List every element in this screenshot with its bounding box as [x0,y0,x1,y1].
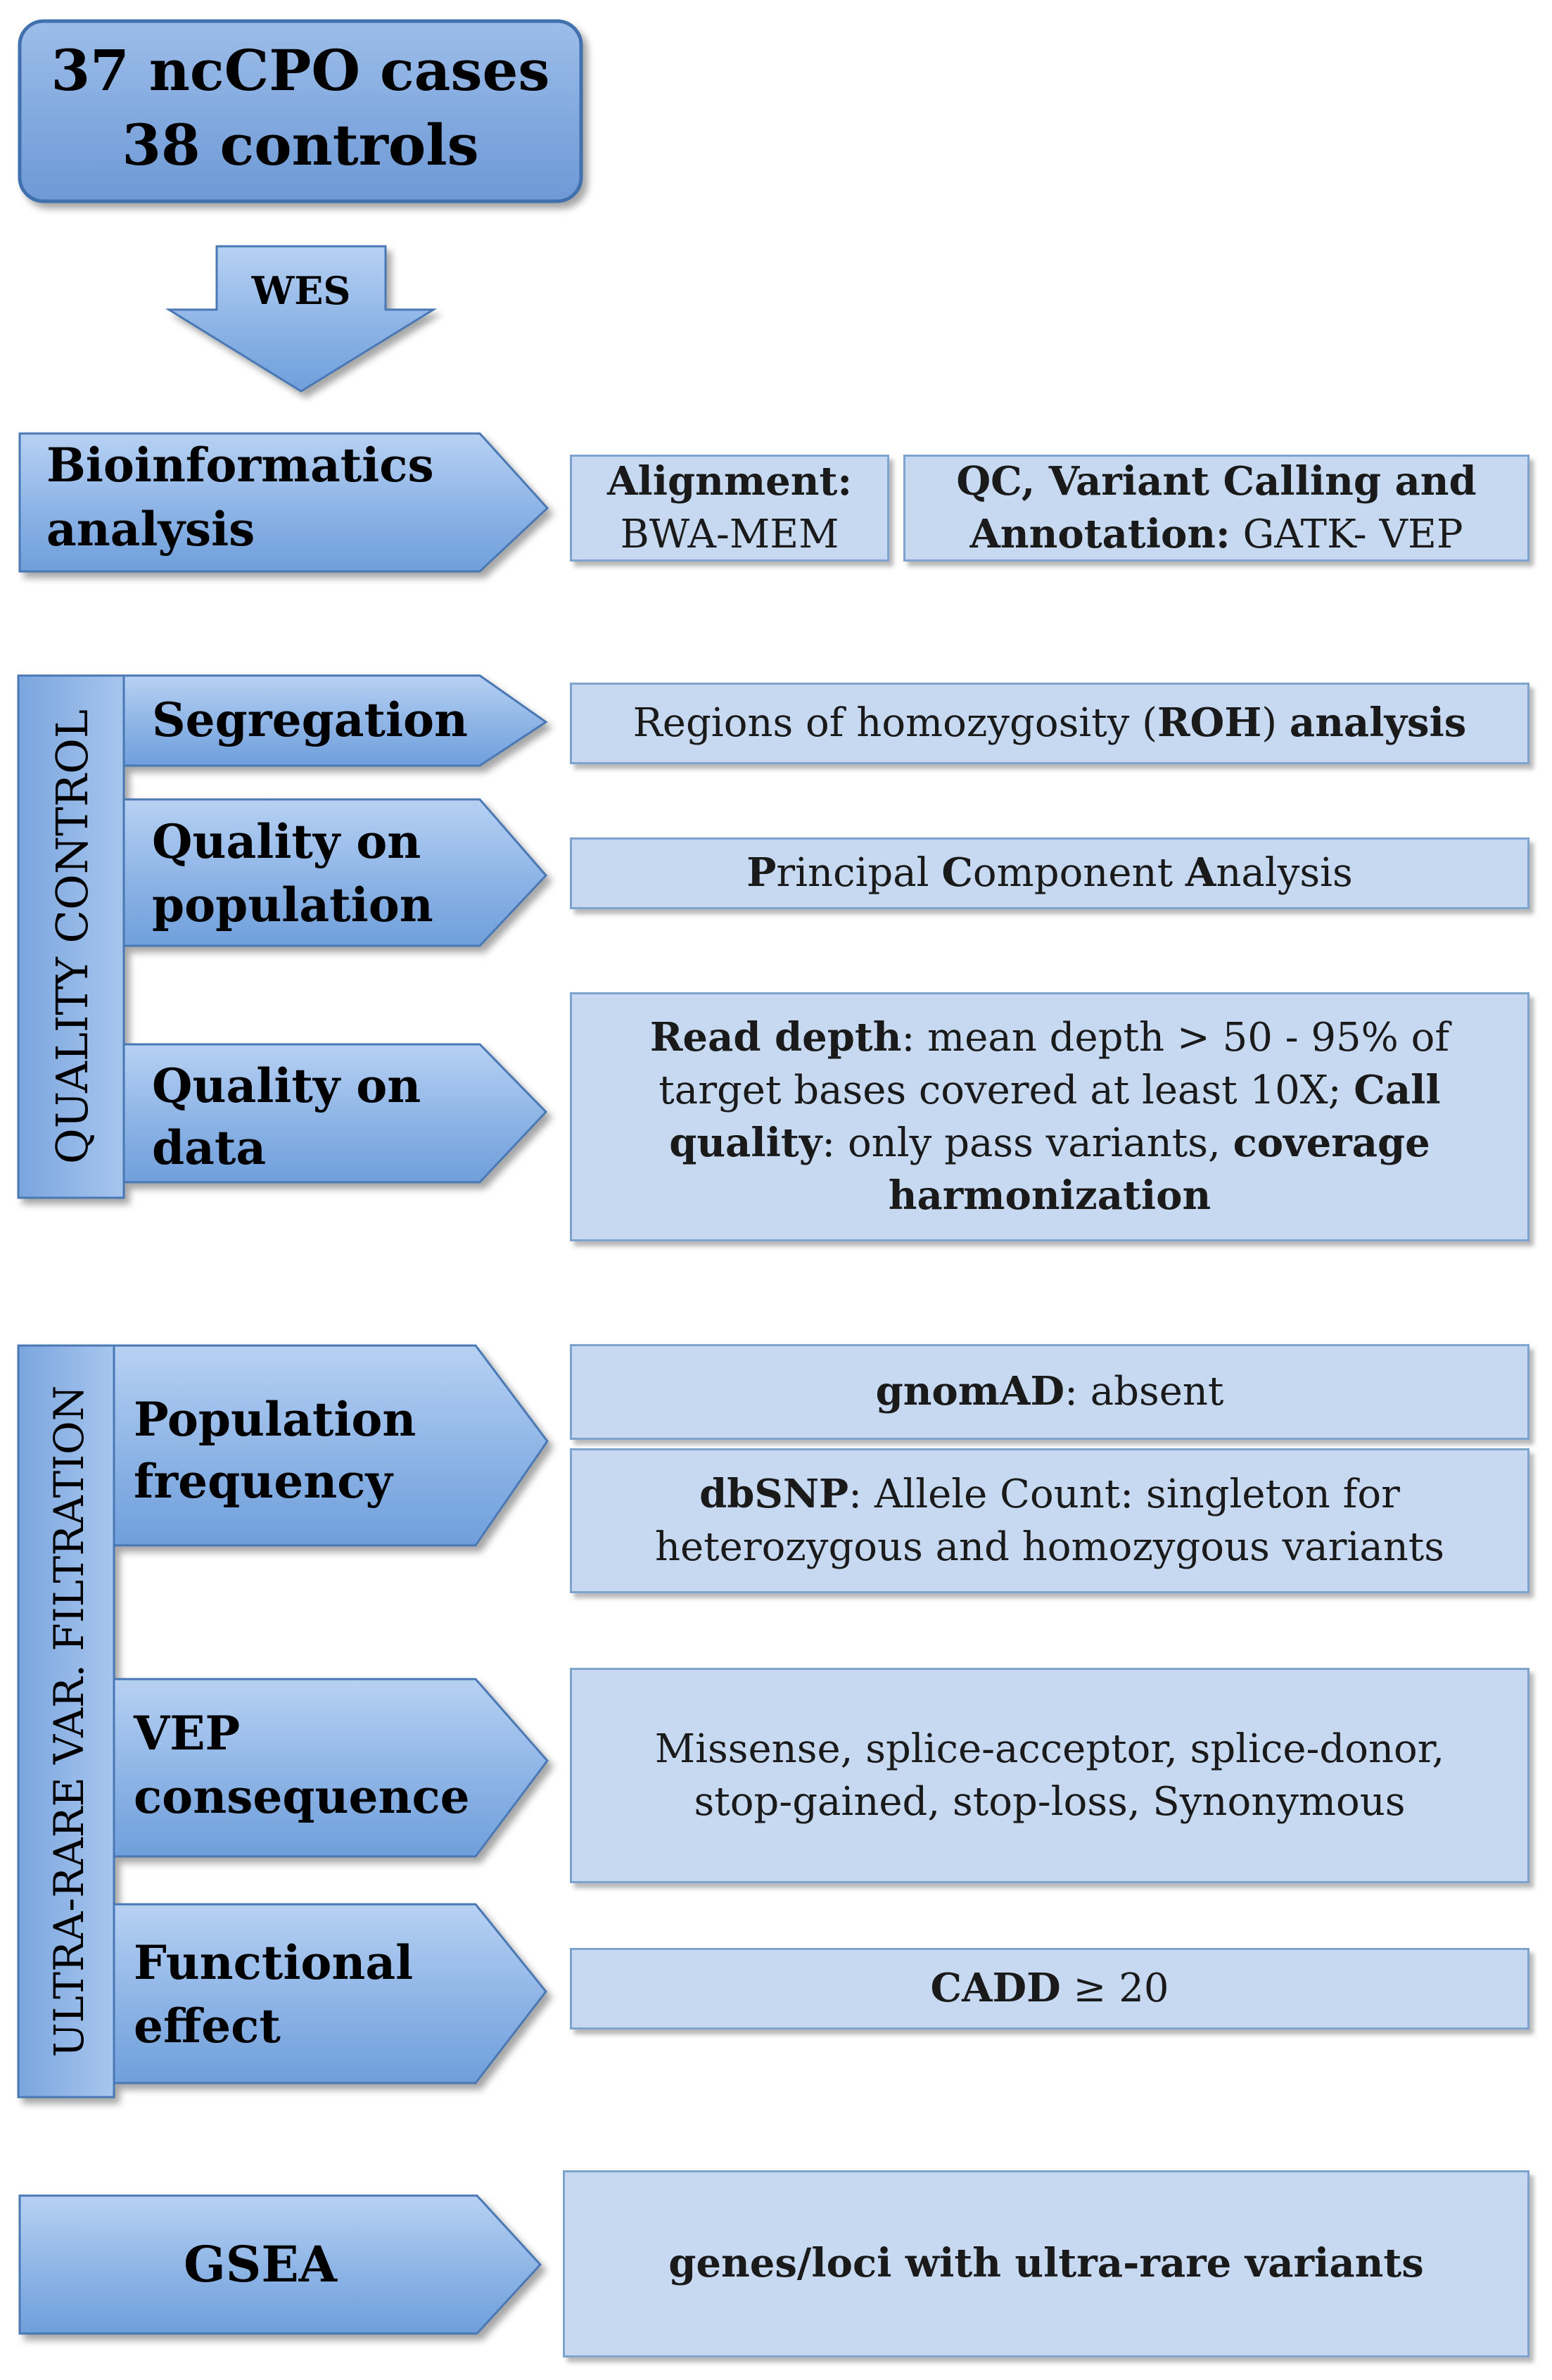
gnomad-text: : absent [1064,1369,1224,1415]
roh-text-2: ) [1261,700,1290,747]
roh-analysis-box [570,683,1529,764]
vep-label-1: VEP [134,1706,241,1761]
pca-t2: omponent [972,850,1185,897]
pca-a: A [1185,849,1216,897]
data-quality-box [570,992,1529,1241]
cadd-box [570,1948,1529,2030]
gsea-result-text: genes/loci with ultra-rare variants [668,2240,1424,2287]
roh-analysis-word: analysis [1289,700,1467,747]
filtration-label: ULTRA-RARE VAR. FILTRATION [45,1385,93,2058]
wes-label: WES [251,268,351,313]
read-depth-text: : mean depth > 50 - 95% of target bases covered at least 10X; [659,1014,1450,1113]
pca-c: C [941,849,973,897]
pca-p: P [746,849,777,897]
start-line-cases: 37 ncCPO cases [51,37,550,103]
annotation-title: Annotation: [969,511,1230,557]
gnomad-box [570,1344,1529,1440]
vep-consequence-text: Missense, splice-acceptor, splice-donor, stop-gained, stop-loss, Synonymous [654,1726,1445,1825]
population-frequency-label-2: frequency [134,1454,393,1509]
population-label-2: population [152,878,433,932]
alignment-title: Alignment: [606,457,852,505]
pca-box [570,837,1529,909]
roh-text-1: Regions of homozygosity ( [632,700,1158,747]
data-quality-label-2: data [152,1120,267,1175]
alignment-box [570,455,889,562]
dbsnp-box [570,1448,1529,1593]
pca-t3: nalysis [1216,850,1353,897]
functional-label-1: Functional [134,1935,414,1990]
data-quality-label-1: Quality on [152,1058,421,1113]
pca-t1: rincipal [776,850,942,897]
population-label-1: Quality on [152,814,421,869]
read-depth-label: Read depth [649,1013,902,1061]
gsea-result-box [563,2170,1529,2357]
vep-consequence-box [570,1668,1529,1883]
roh-abbrev: ROH [1157,700,1262,747]
cadd-label: CADD [930,1965,1061,2012]
call-quality-label: Call quality [669,1066,1441,1166]
dbsnp-label: dbSNP [699,1470,849,1517]
functional-label-2: effect [134,1999,281,2053]
gnomad-label: gnomAD [875,1368,1065,1415]
vep-label-2: consequence [134,1769,470,1824]
segregation-label: Segregation [152,692,469,747]
population-frequency-label-1: Population [134,1392,416,1447]
start-line-controls: 38 controls [122,112,479,178]
gsea-label: GSEA [184,2235,337,2293]
variant-calling-tool: GATK- VEP [1242,512,1463,557]
alignment-tool: BWA-MEM [620,512,839,557]
call-quality-text: : only pass variants, [822,1120,1233,1166]
coverage-harmonization: coverage harmonization [888,1120,1430,1220]
variant-calling-box [903,455,1529,562]
cadd-threshold: ≥ 20 [1060,1966,1169,2012]
bioinformatics-label-1: Bioinformatics [46,438,434,493]
bioinformatics-label-2: analysis [46,502,255,557]
dbsnp-text: : Allele Count: singleton for heterozygous and homozygous variants [654,1471,1445,1570]
variant-calling-title: QC, Variant Calling and [956,457,1477,505]
quality-control-label: QUALITY CONTROL [46,709,98,1165]
